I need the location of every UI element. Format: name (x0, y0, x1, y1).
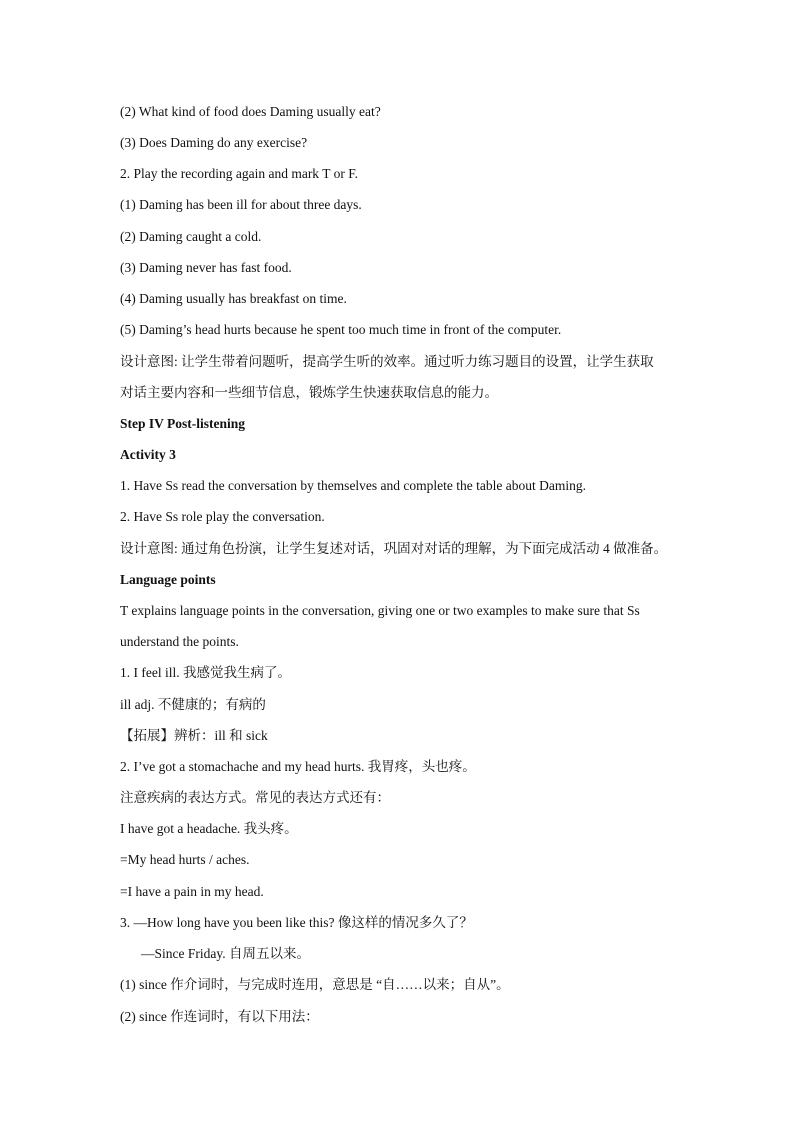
language-points-intro-b: understand the points. (120, 634, 239, 649)
point-3-answer: —Since Friday. 自周五以来。 (141, 946, 310, 961)
since-usage-2: (2) since 作连词时，有以下用法： (120, 1009, 319, 1024)
point-1: 1. I feel ill. 我感觉我生病了。 (120, 665, 291, 680)
design-intent-1b: 对话主要内容和一些细节信息，锻炼学生快速获取信息的能力。 (120, 385, 498, 400)
activity-heading: Activity 3 (120, 447, 176, 462)
point-1-extension: 【拓展】辨析：ill 和 sick (120, 728, 268, 743)
point-1-definition: ill adj. 不健康的；有病的 (120, 697, 266, 712)
language-points-heading: Language points (120, 572, 216, 587)
point-3-question: 3. —How long have you been like this? 像这样的情况多久了？ (120, 915, 473, 930)
question-2: (2) What kind of food does Daming usually eat? (120, 104, 381, 119)
design-intent-2: 设计意图: 通过角色扮演，让学生复述对话，巩固对对话的理解，为下面完成活动 4 做准备。 (120, 541, 668, 556)
point-2-example-1: I have got a headache. 我头疼。 (120, 821, 298, 836)
design-intent-1a: 设计意图: 让学生带着问题听，提高学生听的效率。通过听力练习题目的设置，让学生获取 (120, 354, 654, 369)
tf-item-2: (2) Daming caught a cold. (120, 229, 262, 244)
step-heading: Step IV Post-listening (120, 416, 246, 431)
since-usage-1: (1) since 作介词时，与完成时连用，意思是 “自……以来；自从”。 (120, 977, 510, 992)
language-points-intro-a: T explains language points in the conversation, giving one or two examples to make sure that Ss (120, 603, 640, 618)
activity-item-1: 1. Have Ss read the conversation by themselves and complete the table about Daming. (120, 478, 586, 493)
question-3: (3) Does Daming do any exercise? (120, 135, 308, 150)
task-2-heading: 2. Play the recording again and mark T or F. (120, 166, 358, 181)
tf-item-4: (4) Daming usually has breakfast on time. (120, 291, 347, 306)
activity-item-2: 2. Have Ss role play the conversation. (120, 509, 325, 524)
tf-item-3: (3) Daming never has fast food. (120, 260, 292, 275)
point-2-example-2: =My head hurts / aches. (120, 852, 250, 867)
point-2-note: 注意疾病的表达方式。常见的表达方式还有： (120, 790, 390, 805)
tf-item-5: (5) Daming’s head hurts because he spent too much time in front of the computer. (120, 322, 562, 337)
point-2-example-3: =I have a pain in my head. (120, 884, 264, 899)
point-2: 2. I’ve got a stomachache and my head hurts. 我胃疼，头也疼。 (120, 759, 476, 774)
tf-item-1: (1) Daming has been ill for about three days. (120, 197, 362, 212)
